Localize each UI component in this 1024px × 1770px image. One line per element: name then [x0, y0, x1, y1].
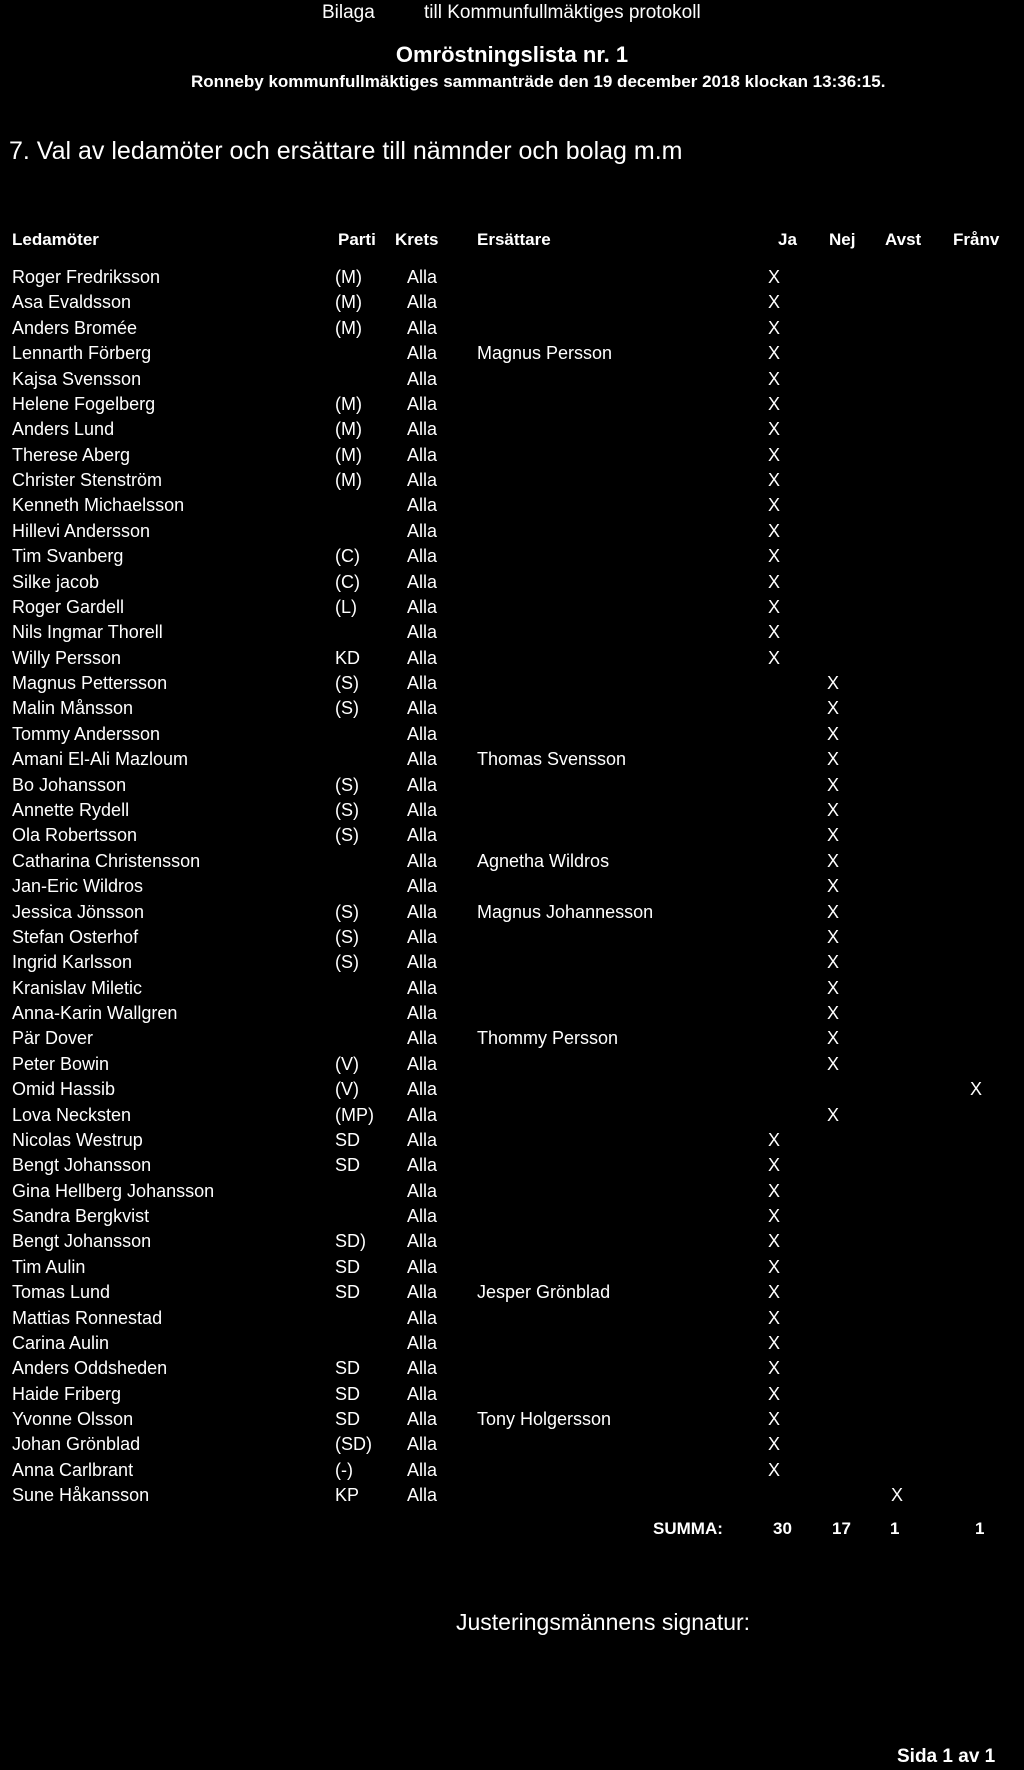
party: SD	[335, 1383, 361, 1404]
table-row	[0, 671, 1024, 696]
vote-ja: X	[768, 571, 781, 592]
vote-ja: X	[768, 393, 781, 414]
member-name: Bengt Johansson	[12, 1231, 152, 1252]
party: (C)	[335, 546, 360, 567]
table-row	[0, 265, 1024, 290]
table-row	[0, 1052, 1024, 1077]
district: Alla	[407, 1485, 438, 1506]
member-name: Haide Friberg	[12, 1383, 122, 1404]
district: Alla	[407, 419, 438, 440]
district: Alla	[407, 1434, 438, 1455]
vote-nej: X	[827, 774, 840, 795]
district: Alla	[407, 1053, 438, 1074]
party: SD)	[335, 1231, 366, 1252]
party: KP	[335, 1485, 360, 1506]
table-row	[0, 392, 1024, 417]
vote-ja: X	[768, 368, 781, 389]
party: SD	[335, 1256, 361, 1277]
vote-nej: X	[827, 977, 840, 998]
vote-nej: X	[827, 799, 840, 820]
column-header-parti: Parti	[338, 230, 376, 249]
district: Alla	[407, 1129, 438, 1150]
vote-ja: X	[768, 343, 781, 364]
party: SD	[335, 1155, 361, 1176]
member-name: Tim Svanberg	[12, 546, 124, 567]
vote-ja: X	[768, 1383, 781, 1404]
district: Alla	[407, 596, 438, 617]
member-name: Anders Oddsheden	[12, 1358, 168, 1379]
table-row	[0, 1407, 1024, 1432]
district: Alla	[407, 546, 438, 567]
vote-ja: X	[768, 317, 781, 338]
district: Alla	[407, 1104, 438, 1125]
district: Alla	[407, 1079, 438, 1100]
member-name: Anders Bromée	[12, 317, 138, 338]
table-row	[0, 925, 1024, 950]
member-name: Silke jacob	[12, 571, 100, 592]
party: KD	[335, 647, 361, 668]
table-row	[0, 1128, 1024, 1153]
summa-franv: 1	[975, 1519, 985, 1538]
column-header-ja: Ja	[778, 230, 797, 249]
party: (V)	[335, 1079, 359, 1100]
member-name: Anna Carlbrant	[12, 1459, 134, 1480]
column-header-ledamoter: Ledamöter	[12, 230, 99, 249]
vote-ja: X	[768, 470, 781, 491]
district: Alla	[407, 926, 438, 947]
district: Alla	[407, 1358, 438, 1379]
party: (-)	[335, 1459, 353, 1480]
vote-ja: X	[768, 1129, 781, 1150]
district: Alla	[407, 343, 438, 364]
district: Alla	[407, 1332, 438, 1353]
party: (C)	[335, 571, 360, 592]
vote-ja: X	[768, 1332, 781, 1353]
table-row	[0, 620, 1024, 645]
agenda-item-heading: 7. Val av ledamöter och ersättare till nämnder och bolag m.m	[9, 137, 683, 165]
summa-avst: 1	[890, 1519, 900, 1538]
table-row	[0, 1103, 1024, 1128]
district: Alla	[407, 952, 438, 973]
district: Alla	[407, 1206, 438, 1227]
vote-nej: X	[827, 673, 840, 694]
table-row	[0, 849, 1024, 874]
table-row	[0, 595, 1024, 620]
party: (M)	[335, 317, 362, 338]
table-row	[0, 1432, 1024, 1457]
column-header-avst: Avst	[885, 230, 922, 249]
district: Alla	[407, 977, 438, 998]
page-subtitle: Ronneby kommunfullmäktiges sammanträde den 19 december 2018 klockan 13:36:15.	[191, 72, 886, 91]
member-name: Peter Bowin	[12, 1053, 110, 1074]
district: Alla	[407, 647, 438, 668]
member-name: Pär Dover	[12, 1028, 94, 1049]
district: Alla	[407, 850, 438, 871]
vote-nej: X	[827, 876, 840, 897]
vote-ja: X	[768, 495, 781, 516]
district: Alla	[407, 368, 438, 389]
member-name: Roger Fredriksson	[12, 267, 161, 287]
member-name: Sandra Bergkvist	[12, 1206, 150, 1227]
table-row	[0, 722, 1024, 747]
substitute-name: Jesper Grönblad	[477, 1282, 611, 1303]
table-row	[0, 1179, 1024, 1204]
party: (S)	[335, 952, 359, 973]
table-row	[0, 367, 1024, 392]
district: Alla	[407, 1256, 438, 1277]
table-row	[0, 570, 1024, 595]
table-row	[0, 1280, 1024, 1305]
party: SD	[335, 1282, 361, 1303]
table-row	[0, 1306, 1024, 1331]
district: Alla	[407, 901, 438, 922]
district: Alla	[407, 571, 438, 592]
party: SD	[335, 1129, 361, 1150]
district: Alla	[407, 1282, 438, 1303]
member-name: Amani El-Ali Mazloum	[12, 749, 189, 770]
table-row	[0, 1026, 1024, 1051]
party: SD	[335, 1358, 361, 1379]
district: Alla	[407, 444, 438, 465]
member-name: Willy Persson	[12, 647, 122, 668]
table-row	[0, 773, 1024, 798]
vote-ja: X	[768, 1459, 781, 1480]
table-row	[0, 1331, 1024, 1356]
district: Alla	[407, 267, 438, 287]
party: (S)	[335, 825, 359, 846]
member-name: Bengt Johansson	[12, 1155, 152, 1176]
vote-ja: X	[768, 1155, 781, 1176]
party: (M)	[335, 267, 362, 287]
substitute-name: Thomas Svensson	[477, 749, 627, 770]
vote-ja: X	[768, 444, 781, 465]
vote-ja: X	[768, 1282, 781, 1303]
member-name: Omid Hassib	[12, 1079, 116, 1100]
vote-nej: X	[827, 850, 840, 871]
protocol-label: till Kommunfullmäktiges protokoll	[424, 2, 701, 23]
party: SD	[335, 1409, 361, 1430]
table-row	[0, 544, 1024, 569]
member-name: Sune Håkansson	[12, 1485, 150, 1506]
member-name: Kranislav Miletic	[12, 977, 143, 998]
vote-ja: X	[768, 1256, 781, 1277]
district: Alla	[407, 749, 438, 770]
table-row	[0, 519, 1024, 544]
vote-ja: X	[768, 1206, 781, 1227]
district: Alla	[407, 1459, 438, 1480]
member-name: Tim Aulin	[12, 1256, 86, 1277]
district: Alla	[407, 698, 438, 719]
member-name: Nicolas Westrup	[12, 1129, 143, 1150]
vote-franv: X	[970, 1079, 983, 1100]
vote-ja: X	[768, 1409, 781, 1430]
district: Alla	[407, 520, 438, 541]
table-row	[0, 443, 1024, 468]
district: Alla	[407, 1383, 438, 1404]
member-name: Stefan Osterhof	[12, 926, 139, 947]
vote-ja: X	[768, 1231, 781, 1252]
member-name: Bo Johansson	[12, 774, 127, 795]
party: (S)	[335, 926, 359, 947]
table-row	[0, 290, 1024, 315]
party: (M)	[335, 444, 362, 465]
vote-nej: X	[827, 1028, 840, 1049]
vote-nej: X	[827, 1003, 840, 1024]
signature-label: Justeringsmännens signatur:	[456, 1609, 751, 1635]
party: (M)	[335, 292, 362, 313]
member-name: Carina Aulin	[12, 1332, 110, 1353]
table-row	[0, 1382, 1024, 1407]
table-row	[0, 1255, 1024, 1280]
vote-nej: X	[827, 952, 840, 973]
table-row	[0, 874, 1024, 899]
party: (SD)	[335, 1434, 372, 1455]
member-name: Hillevi Andersson	[12, 520, 151, 541]
member-name: Lova Necksten	[12, 1104, 132, 1125]
substitute-name: Magnus Persson	[477, 343, 613, 364]
vote-nej: X	[827, 698, 840, 719]
member-name: Jan-Eric Wildros	[12, 876, 144, 897]
member-name: Tommy Andersson	[12, 723, 161, 744]
district: Alla	[407, 470, 438, 491]
table-row	[0, 646, 1024, 671]
table-row	[0, 1229, 1024, 1254]
vote-nej: X	[827, 926, 840, 947]
district: Alla	[407, 673, 438, 694]
table-row	[0, 493, 1024, 518]
substitute-name: Magnus Johannesson	[477, 901, 654, 922]
vote-ja: X	[768, 1358, 781, 1379]
member-name: Kajsa Svensson	[12, 368, 142, 389]
table-row	[0, 1077, 1024, 1102]
party: (V)	[335, 1053, 359, 1074]
table-row	[0, 747, 1024, 772]
vote-nej: X	[827, 825, 840, 846]
vote-nej: X	[827, 723, 840, 744]
page-title: Omröstningslista nr. 1	[395, 42, 629, 67]
district: Alla	[407, 1409, 438, 1430]
district: Alla	[407, 495, 438, 516]
column-header-franv: Frånv	[953, 230, 1000, 249]
table-row	[0, 950, 1024, 975]
party: (M)	[335, 393, 362, 414]
table-row	[0, 417, 1024, 442]
district: Alla	[407, 799, 438, 820]
vote-ja: X	[768, 596, 781, 617]
table-row	[0, 341, 1024, 366]
member-name: Mattias Ronnestad	[12, 1307, 163, 1328]
member-name: Ingrid Karlsson	[12, 952, 133, 973]
table-row	[0, 1204, 1024, 1229]
member-name: Gina Hellberg Johansson	[12, 1180, 215, 1201]
table-row	[0, 696, 1024, 721]
member-name: Johan Grönblad	[12, 1434, 141, 1455]
member-name: Therese Aberg	[12, 444, 131, 465]
member-name: Anders Lund	[12, 419, 115, 440]
summa-label: SUMMA:	[653, 1519, 723, 1538]
party: (S)	[335, 774, 359, 795]
district: Alla	[407, 1307, 438, 1328]
substitute-name: Tony Holgersson	[477, 1409, 612, 1430]
column-header-ersattare: Ersättare	[477, 230, 551, 249]
vote-ja: X	[768, 1434, 781, 1455]
vote-ja: X	[768, 267, 781, 287]
vote-ja: X	[768, 1307, 781, 1328]
district: Alla	[407, 1231, 438, 1252]
column-header-krets: Krets	[395, 230, 439, 249]
member-name: Jessica Jönsson	[12, 901, 145, 922]
party: (S)	[335, 673, 359, 694]
vote-ja: X	[768, 546, 781, 567]
vote-nej: X	[827, 1104, 840, 1125]
member-name: Magnus Pettersson	[12, 673, 168, 694]
member-name: Lennarth Förberg	[12, 343, 152, 364]
table-row	[0, 1483, 1024, 1508]
member-name: Asa Evaldsson	[12, 292, 132, 313]
vote-nej: X	[827, 901, 840, 922]
party: (MP)	[335, 1104, 374, 1125]
district: Alla	[407, 876, 438, 897]
district: Alla	[407, 622, 438, 643]
member-name: Ola Robertsson	[12, 825, 138, 846]
district: Alla	[407, 393, 438, 414]
district: Alla	[407, 1028, 438, 1049]
member-name: Anna-Karin Wallgren	[12, 1003, 178, 1024]
district: Alla	[407, 292, 438, 313]
vote-ja: X	[768, 292, 781, 313]
district: Alla	[407, 1180, 438, 1201]
vote-ja: X	[768, 622, 781, 643]
member-name: Yvonne Olsson	[12, 1409, 134, 1430]
substitute-name: Thommy Persson	[477, 1028, 619, 1049]
table-row	[0, 316, 1024, 341]
district: Alla	[407, 1003, 438, 1024]
vote-nej: X	[827, 749, 840, 770]
member-name: Christer Stenström	[12, 470, 163, 491]
district: Alla	[407, 774, 438, 795]
summa-ja: 30	[773, 1519, 792, 1538]
column-header-nej: Nej	[829, 230, 856, 249]
table-row	[0, 900, 1024, 925]
table-row	[0, 468, 1024, 493]
vote-ja: X	[768, 647, 781, 668]
vote-ja: X	[768, 520, 781, 541]
table-row	[0, 1458, 1024, 1483]
member-name: Malin Månsson	[12, 698, 134, 719]
district: Alla	[407, 825, 438, 846]
vote-ja: X	[768, 1180, 781, 1201]
attachment-label: Bilaga	[322, 2, 375, 23]
party: (S)	[335, 901, 359, 922]
table-row	[0, 798, 1024, 823]
vote-nej: X	[827, 1053, 840, 1074]
member-name: Nils Ingmar Thorell	[12, 622, 163, 643]
summa-nej: 17	[832, 1519, 851, 1538]
party: (S)	[335, 698, 359, 719]
substitute-name: Agnetha Wildros	[477, 850, 610, 871]
party: (M)	[335, 470, 362, 491]
district: Alla	[407, 317, 438, 338]
party: (L)	[335, 596, 357, 617]
page-number: Sida 1 av 1	[897, 1746, 996, 1767]
table-row	[0, 976, 1024, 1001]
table-row	[0, 1356, 1024, 1381]
table-row	[0, 1153, 1024, 1178]
district: Alla	[407, 723, 438, 744]
table-row	[0, 1001, 1024, 1026]
vote-ja: X	[768, 419, 781, 440]
district: Alla	[407, 1155, 438, 1176]
member-name: Kenneth Michaelsson	[12, 495, 185, 516]
member-name: Tomas Lund	[12, 1282, 111, 1303]
party: (M)	[335, 419, 362, 440]
table-row	[0, 823, 1024, 848]
member-name: Roger Gardell	[12, 596, 125, 617]
vote-avst: X	[891, 1485, 904, 1506]
member-name: Catharina Christensson	[12, 850, 201, 871]
party: (S)	[335, 799, 359, 820]
member-name: Annette Rydell	[12, 799, 130, 820]
member-name: Helene Fogelberg	[12, 393, 156, 414]
